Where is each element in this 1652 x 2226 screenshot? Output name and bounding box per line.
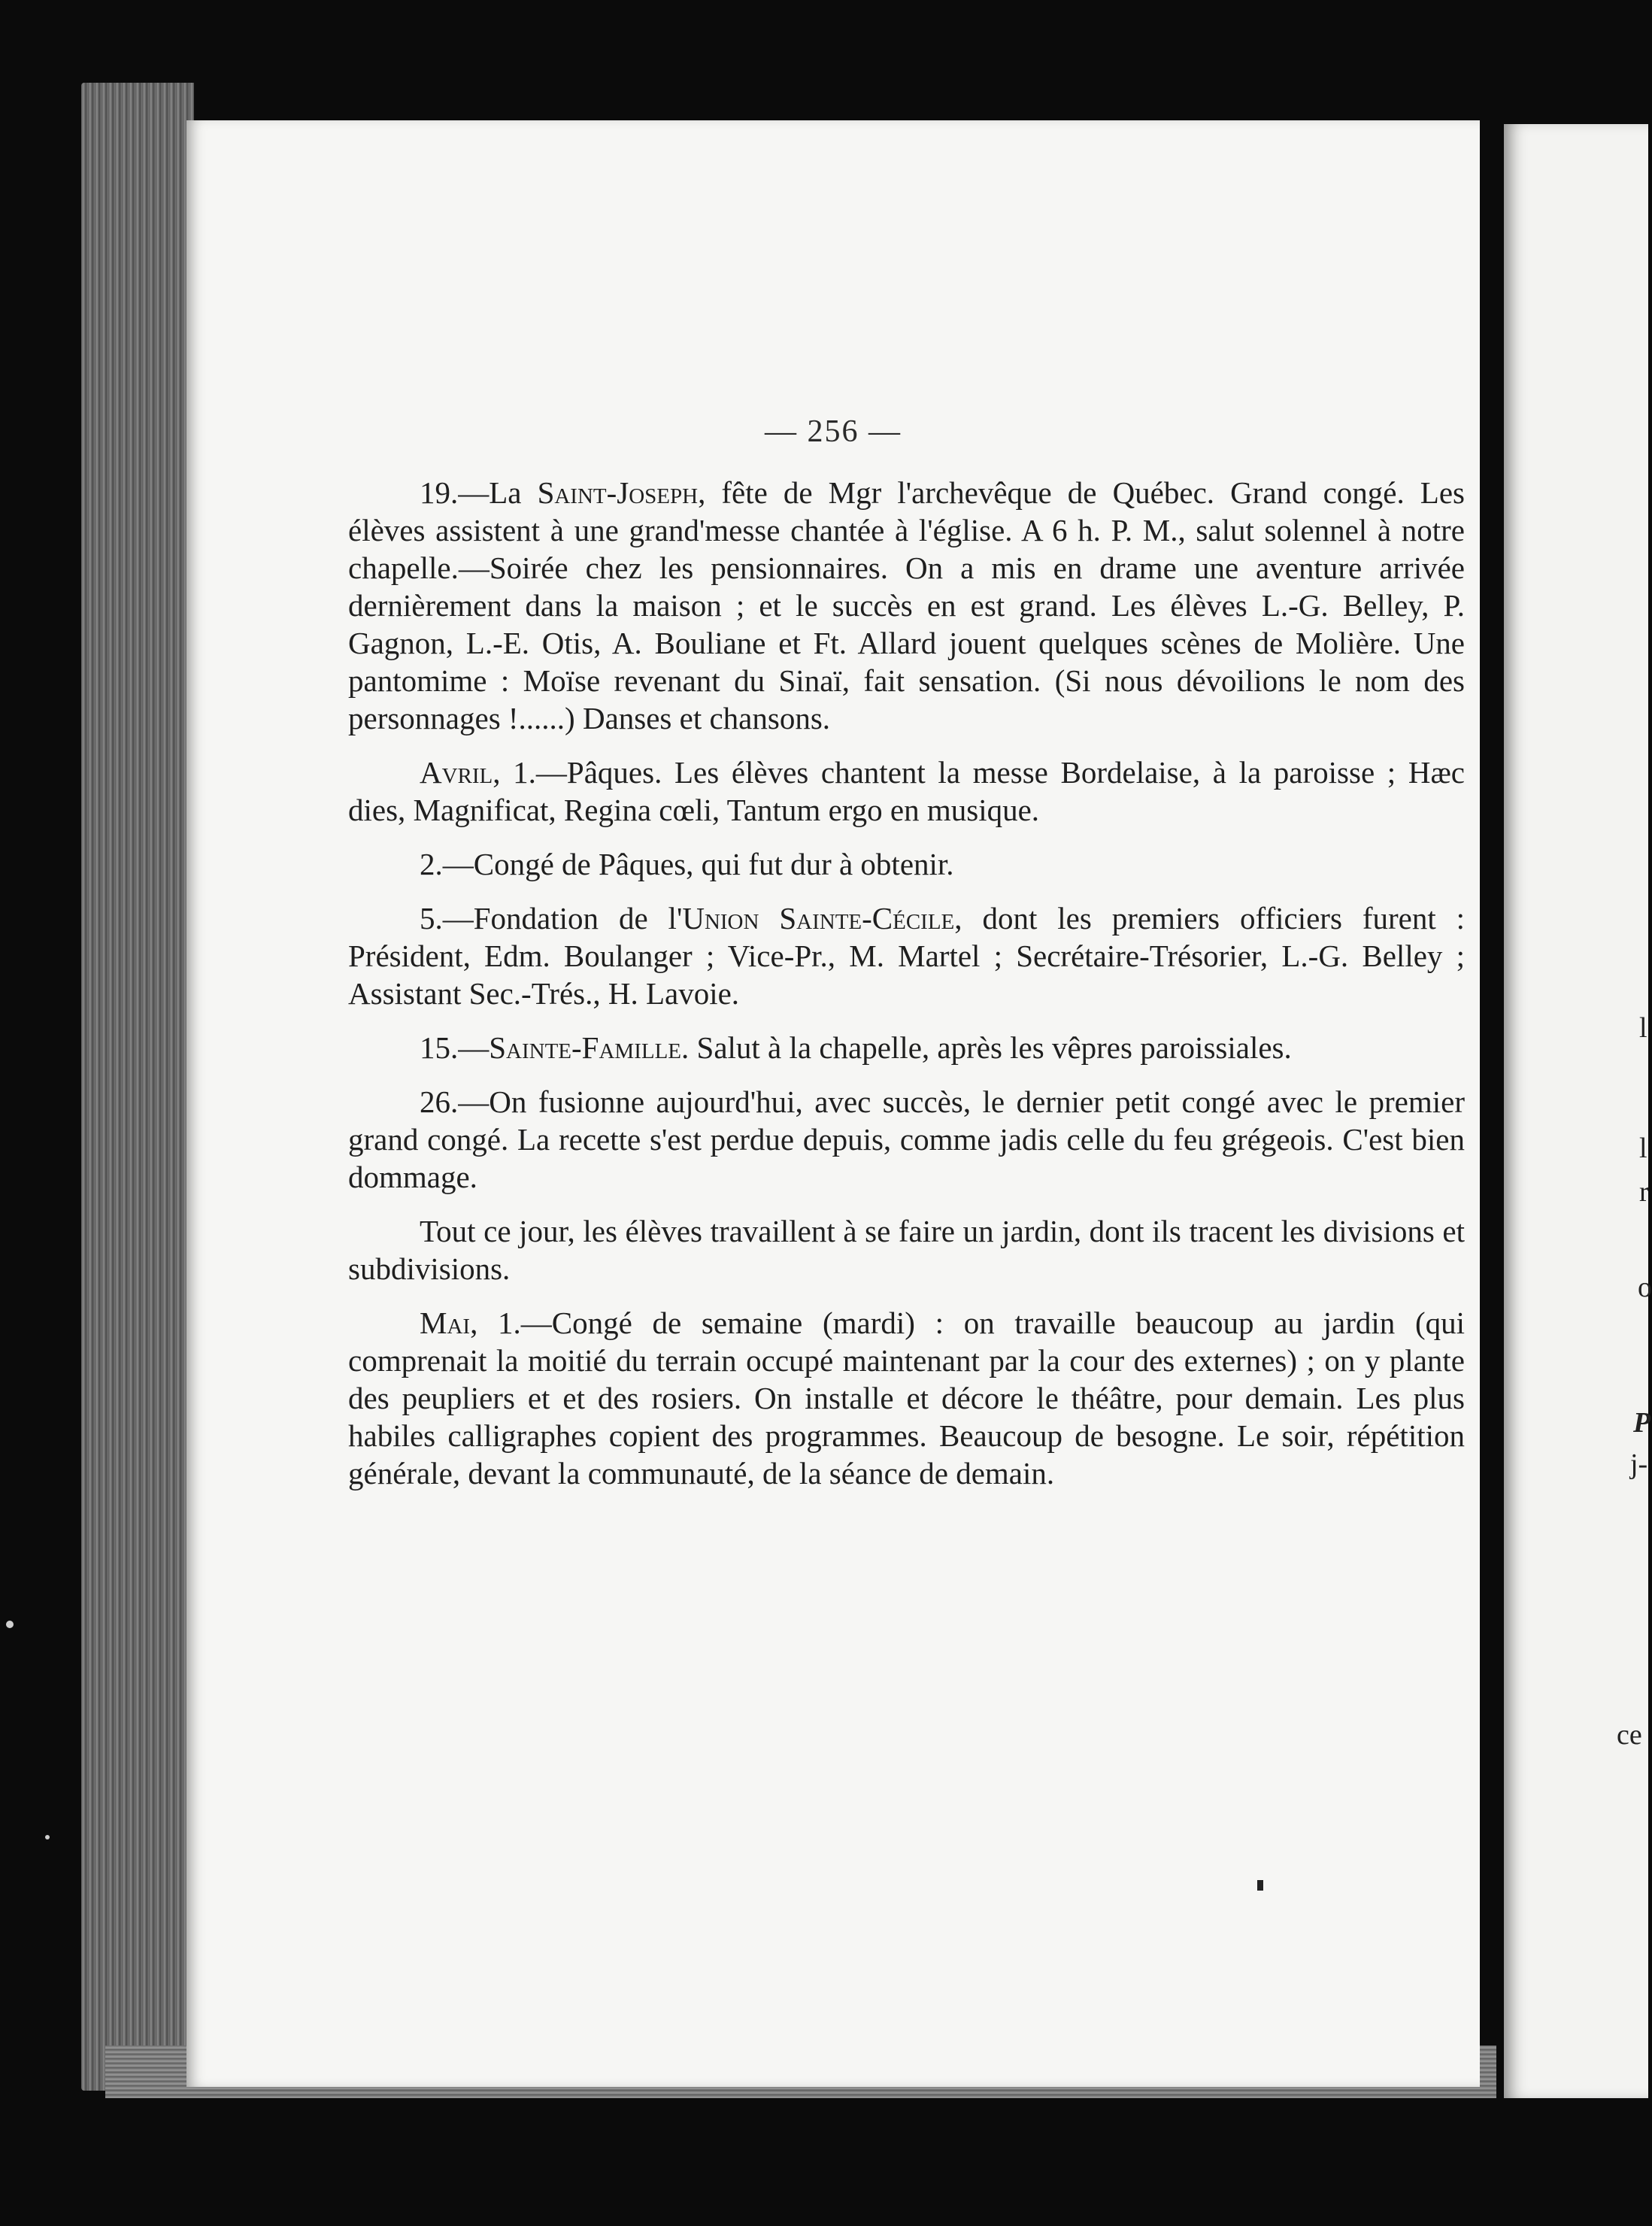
paragraph-smallcaps: Avril <box>420 755 493 790</box>
left-page <box>186 120 1480 2087</box>
right-page-char: P <box>1633 1407 1651 1439</box>
paragraph-lead: 2.—Congé de Pâques, qui fut dur à obtenir. <box>420 847 954 881</box>
book-page-edges <box>81 83 194 2091</box>
paragraph-rest: , 1.—Congé de semaine (mardi) : on travaille beaucoup au jardin (qui comprenait la moitié du terrain occupé maintenant par la cour des externes) ; on y plante des peupliers et et des rosiers. On installe et décore le théâtre, pour demain. Les plus habiles calligraphes copient des programmes. Beaucoup de besogne. Le soir, répétition générale, devant la communauté, de la séance de demain. <box>348 1306 1465 1491</box>
paragraph-rest: , fête de Mgr l'archevêque de Québec. Grand congé. Les élèves assistent à une grand'messe chantée à l'église. A 6 h. P. M., salut solennel à notre chapelle.—Soirée chez les pensionnaires. On a mis en drame une aventure arrivée dernièrement dans la maison ; et le succès en est grand. Les élèves L.-G. Belley, P. Gagnon, L.-E. Otis, A. Bouliane et Ft. Allard jouent quelques scènes de Molière. Une pantomime : Moïse revenant du Sinaï, fait sensation. (Si nous dévoilions le nom des personnages !......) Danses et chansons. <box>348 475 1465 735</box>
film-speck <box>6 1621 14 1628</box>
paragraph-3 <box>348 845 1465 883</box>
paragraph-lead: 5.—Fondation de l' <box>420 901 683 936</box>
paragraph-8 <box>348 1304 1465 1492</box>
paragraph-lead: Tout ce jour, les élèves travaillent à se faire un jardin, dont ils tracent les divisions et subdivisions. <box>348 1214 1465 1286</box>
paragraph-smallcaps: Mai <box>420 1306 471 1340</box>
paragraph-1 <box>348 474 1465 737</box>
paragraph-rest: . Salut à la chapelle, après les vêpres paroissiales. <box>681 1030 1292 1065</box>
paragraph-lead: 15.— <box>420 1030 490 1065</box>
right-page-char: o <box>1638 1272 1652 1303</box>
paragraph-lead: 26.—On fusionne aujourd'hui, avec succès, le dernier petit congé avec le premier grand congé. La recette s'est perdue depuis, comme jadis celle du feu grégeois. C'est bien dommage. <box>348 1084 1465 1194</box>
paragraph-5 <box>348 1029 1465 1066</box>
ink-mark <box>1257 1880 1263 1891</box>
page-text <box>348 474 1465 1509</box>
page-number: — 256 — <box>765 414 902 449</box>
paragraph-smallcaps: Sainte-Famille <box>489 1030 682 1065</box>
right-page-char: l <box>1639 1012 1647 1044</box>
film-speck <box>45 1835 50 1839</box>
paragraph-6 <box>348 1083 1465 1196</box>
paragraph-smallcaps: Saint-Joseph <box>537 475 699 510</box>
right-page-fragment <box>1504 124 1652 2098</box>
paragraph-lead: 19.—La <box>420 475 538 510</box>
paragraph-rest: , 1.—Pâques. Les élèves chantent la messe Bordelaise, à la paroisse ; Hæc dies, Magnificat, Regina cœli, Tantum ergo en musique. <box>348 755 1465 827</box>
paragraph-4 <box>348 899 1465 1012</box>
right-page-char: j- <box>1630 1448 1648 1480</box>
right-page-char: ce <box>1617 1719 1642 1751</box>
paragraph-7 <box>348 1212 1465 1287</box>
paragraph-smallcaps: Union Sainte-Cécile <box>682 901 955 936</box>
paragraph-2 <box>348 754 1465 829</box>
paragraph-rest: , dont les premiers officiers furent : Président, Edm. Boulanger ; Vice-Pr., M. Martel ; Secrétaire-Trésorier, L.-G. Belley ; Assistant Sec.-Trés., H. Lavoie. <box>348 901 1466 1011</box>
right-page-char: l <box>1639 1133 1647 1164</box>
right-page-char: r <box>1639 1176 1649 1208</box>
